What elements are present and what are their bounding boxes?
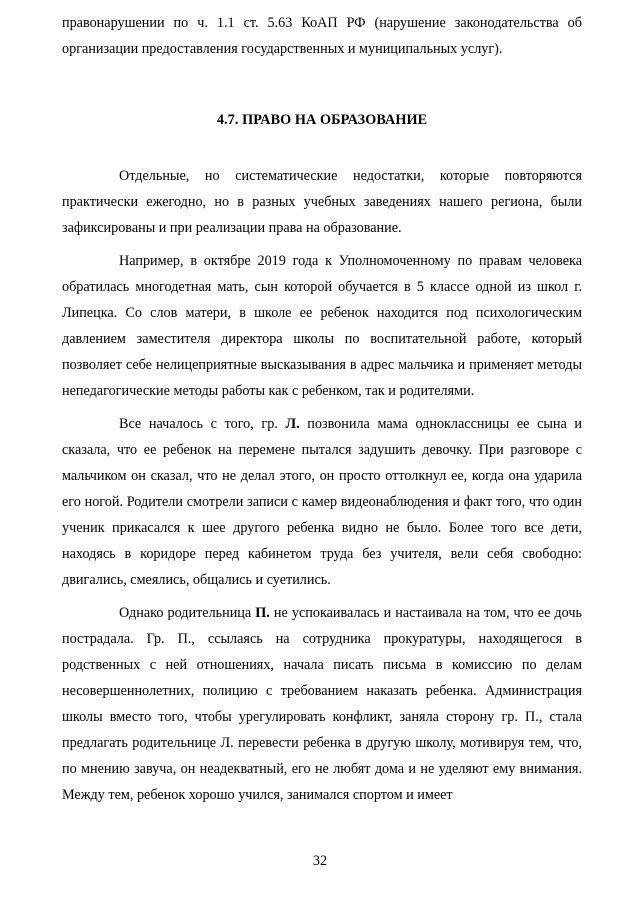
body-text [62,10,582,808]
paragraph-3-rest: позвонила мама одноклассницы ее сына и сказала, что ее ребенок на перемене пытался задушить девочку. При разговоре с мальчиком он сказал, что не делал этого, он просто оттолкнул ее, когда она ударила его ногой. Родители смотрели записи с камер видеонаблюдения и факт того, что один ученик прикасался к шее другого ребенка видно не было. Более того все дети, находясь в коридоре перед кабинетом труда без учителя, вели себя свободно: двигались, смеялись, общались и суетились. [62,416,583,588]
paragraph-4-start: Однако родительница [119,605,256,621]
paragraph-4-bold-name: П. [255,605,270,621]
paragraph-3-start: Все началось с того, гр. [119,416,286,432]
section-heading: 4.7. ПРАВО НА ОБРАЗОВАНИЕ [216,112,428,128]
intro-paragraph: правонарушении по ч. 1.1 ст. 5.63 КоАП РФ (нарушение законодательства об организации предоставления государственных и муниципальных услуг). [62,15,582,57]
paragraph-1: Отдельные, но систематические недостатки, которые повторяются практически ежегодно, но в разных учебных заведениях нашего региона, были зафиксированы и при реализации права на образование. [62,168,582,236]
paragraph-3 [62,411,582,593]
paragraph-4 [62,600,582,808]
page-number: 32 [312,853,328,869]
paragraph-4-rest: не успокаивалась и настаивала на том, что ее дочь пострадала. Гр. П., ссылаясь на сотрудника прокуратуры, находящегося в родственных с ней отношениях, начала писать письма в комиссию по делам несовершеннолетних, полицию с требованием наказать ребенка. Администрация школы вместо того, чтобы урегулировать конфликт, заняла сторону гр. П., стала предлагать родительнице Л. перевести ребенка в другую школу, мотивируя тем, что, по мнению завуча, он неадекватный, его не любят дома и не уделяют ему внимания. Между тем, ребенок хорошо учился, занимался спортом и имеет [62,605,582,803]
paragraph-3-bold-name: Л. [285,416,300,432]
paragraph-2: Например, в октябре 2019 года к Уполномоченному по правам человека обратилась многодетная мать, сын которой обучается в 5 классе одной из школ г. Липецка. Со слов матери, в школе ее ребенок находится под психологическим давлением заместителя директора школы по воспитательной работе, который позволяет себе нелицеприятные высказывания в адрес мальчика и применяет методы непедагогические методы работы как с ребенком, так и родителями. [62,253,582,399]
